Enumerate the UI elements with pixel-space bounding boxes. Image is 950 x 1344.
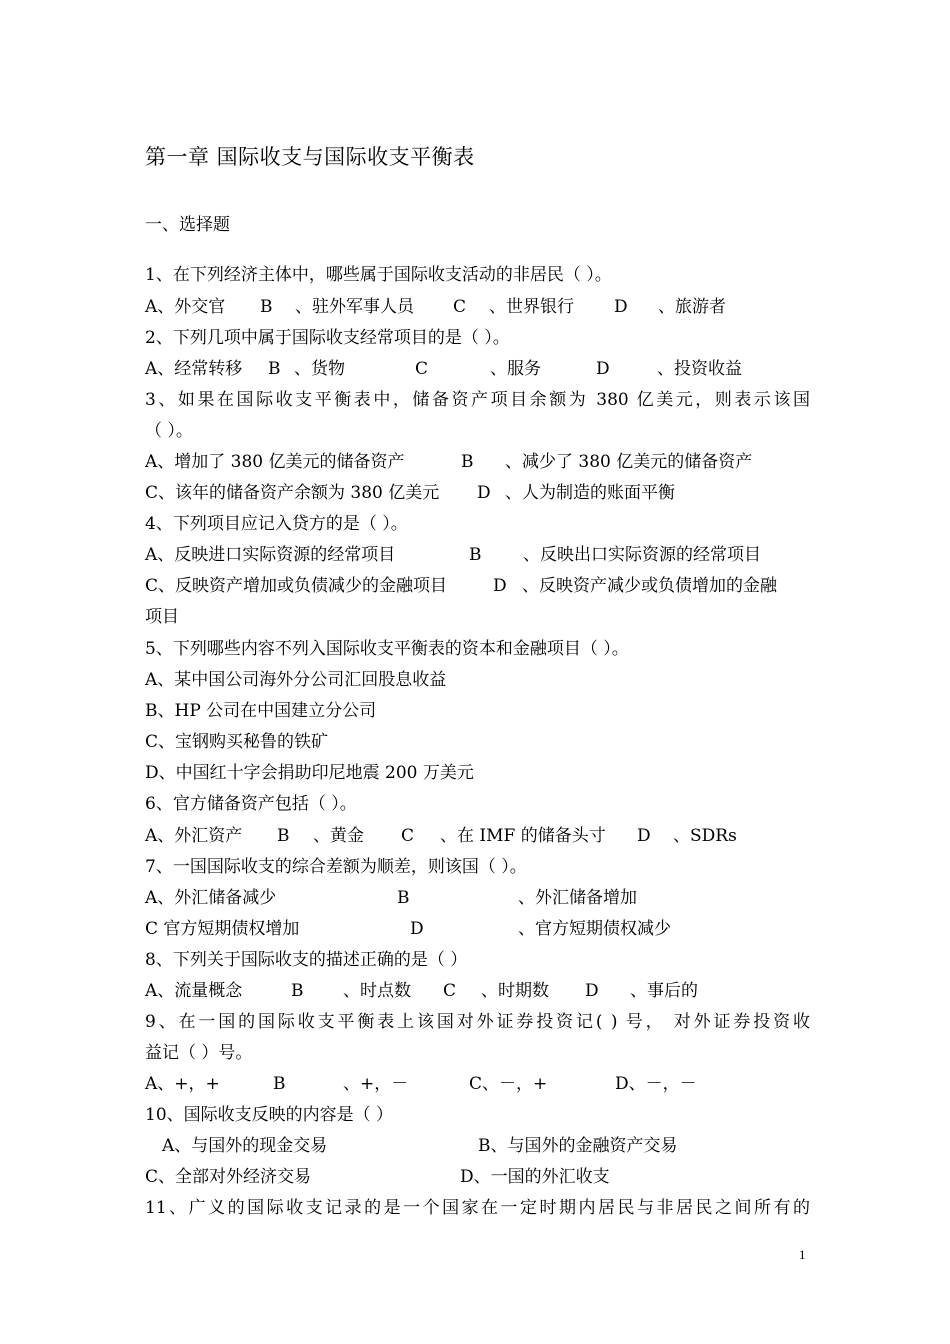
option-d: D、－，－	[615, 1074, 697, 1094]
option-d-text: 、反映资产减少或负债增加的金融	[522, 576, 777, 596]
page-number: 1	[799, 1247, 806, 1262]
option-c-text: 、世界银行	[489, 297, 574, 317]
question-10-stem: 10、国际收支反映的内容是（ ）	[145, 1105, 394, 1125]
option-d-letter: D	[493, 576, 507, 596]
option-a: A、与国外的现金交易	[162, 1136, 328, 1156]
option-d-text: 、官方短期债权减少	[518, 919, 671, 939]
option-d-letter: D	[477, 483, 491, 503]
option-d-letter: D	[637, 826, 651, 846]
option-a: A、外汇资产	[145, 826, 243, 846]
option-b-text: 、驻外军事人员	[295, 297, 414, 317]
option-c-text: 、服务	[490, 359, 541, 379]
section-heading: 一、选择题	[145, 215, 230, 235]
question-5-option-a: A、某中国公司海外分公司汇回股息收益	[145, 670, 447, 690]
option-d: D、一国的外汇收支	[460, 1167, 610, 1187]
question-6-stem: 6、官方储备资产包括（ ）。	[145, 794, 357, 814]
question-5-option-c: C、宝钢购买秘鲁的铁矿	[145, 732, 329, 752]
question-4-options-cont: 项目	[145, 607, 179, 627]
option-c-letter: C	[415, 359, 429, 379]
option-d-text: 、SDRs	[673, 826, 737, 846]
option-a: A、+，+	[145, 1074, 220, 1094]
question-2-stem: 2、下列几项中属于国际收支经常项目的是（ ）。	[145, 328, 510, 348]
option-c-text: 、时期数	[481, 981, 549, 1001]
option-b-text: 、反映出口实际资源的经常项目	[523, 545, 761, 565]
option-c-letter: C	[453, 297, 467, 317]
chapter-title: 第一章 国际收支与国际收支平衡表	[145, 145, 475, 169]
option-c: C、反映资产增加或负债减少的金融项目	[145, 576, 448, 596]
option-a: A、经常转移	[145, 359, 243, 379]
question-7-stem: 7、一国国际收支的综合差额为顺差，则该国（ ）。	[145, 857, 527, 877]
question-5-stem: 5、下列哪些内容不列入国际收支平衡表的资本和金融项目（ ）。	[145, 639, 629, 659]
option-c-text: 、在 IMF 的储备头寸	[440, 826, 606, 846]
option-b-letter: B	[268, 359, 281, 379]
option-c: C 官方短期债权增加	[145, 919, 300, 939]
question-3-stem-cont: （ ）。	[145, 421, 193, 441]
option-b-text: 、时点数	[343, 981, 411, 1001]
option-c: C、全部对外经济交易	[145, 1167, 312, 1187]
option-a: A、反映进口实际资源的经常项目	[145, 545, 396, 565]
option-b: B、与国外的金融资产交易	[478, 1136, 678, 1156]
option-b-letter: B	[260, 297, 273, 317]
option-d-text: 、事后的	[630, 981, 698, 1001]
option-a: A、增加了 380 亿美元的储备资产	[145, 452, 405, 472]
option-d-letter: D	[614, 297, 628, 317]
option-b-text: 、货物	[294, 359, 345, 379]
option-d-text: 、投资收益	[657, 359, 742, 379]
option-a: A、流量概念	[145, 981, 243, 1001]
option-c: C、－，+	[469, 1074, 548, 1094]
option-b-letter: B	[273, 1074, 286, 1094]
option-b-text: 、黄金	[313, 826, 364, 846]
question-11-stem: 11、广义的国际收支记录的是一个国家在一定时期内居民与非居民之间所有的	[145, 1198, 810, 1218]
option-d-text: 、旅游者	[658, 297, 726, 317]
option-b-text: 、减少了 380 亿美元的储备资产	[505, 452, 753, 472]
question-3-stem: 3、如果在国际收支平衡表中，储备资产项目余额为 380 亿美元，则表示该国	[145, 390, 810, 410]
option-a: A、外交官	[145, 297, 226, 317]
option-c-letter: C	[401, 826, 415, 846]
option-b-letter: B	[277, 826, 290, 846]
option-b-text: 、外汇储备增加	[518, 888, 637, 908]
option-a: A、外汇储备减少	[145, 888, 277, 908]
option-b-letter: B	[469, 545, 482, 565]
question-5-option-b: B、HP 公司在中国建立分公司	[145, 701, 377, 721]
question-4-stem: 4、下列项目应记入贷方的是（ ）。	[145, 514, 408, 534]
question-5-option-d: D、中国红十字会捐助印尼地震 200 万美元	[145, 763, 474, 783]
option-b-letter: B	[461, 452, 474, 472]
question-9-stem-cont: 益记（ ）号。	[145, 1043, 253, 1063]
option-d-letter: D	[596, 359, 610, 379]
option-c: C、该年的储备资产余额为 380 亿美元	[145, 483, 440, 503]
question-8-stem: 8、下列关于国际收支的描述正确的是（ ）	[145, 950, 468, 970]
option-b-letter: B	[397, 888, 410, 908]
option-b-text: 、+，－	[343, 1074, 409, 1094]
option-c-letter: C	[443, 981, 457, 1001]
question-9-stem: 9、在一国的国际收支平衡表上该国对外证券投资记( ) 号， 对外证券投资收	[145, 1012, 810, 1032]
option-d-letter: D	[410, 919, 424, 939]
option-d-letter: D	[585, 981, 599, 1001]
option-b-letter: B	[291, 981, 304, 1001]
question-1-stem: 1、在下列经济主体中，哪些属于国际收支活动的非居民（ ）。	[145, 265, 612, 285]
option-d-text: 、人为制造的账面平衡	[505, 483, 675, 503]
